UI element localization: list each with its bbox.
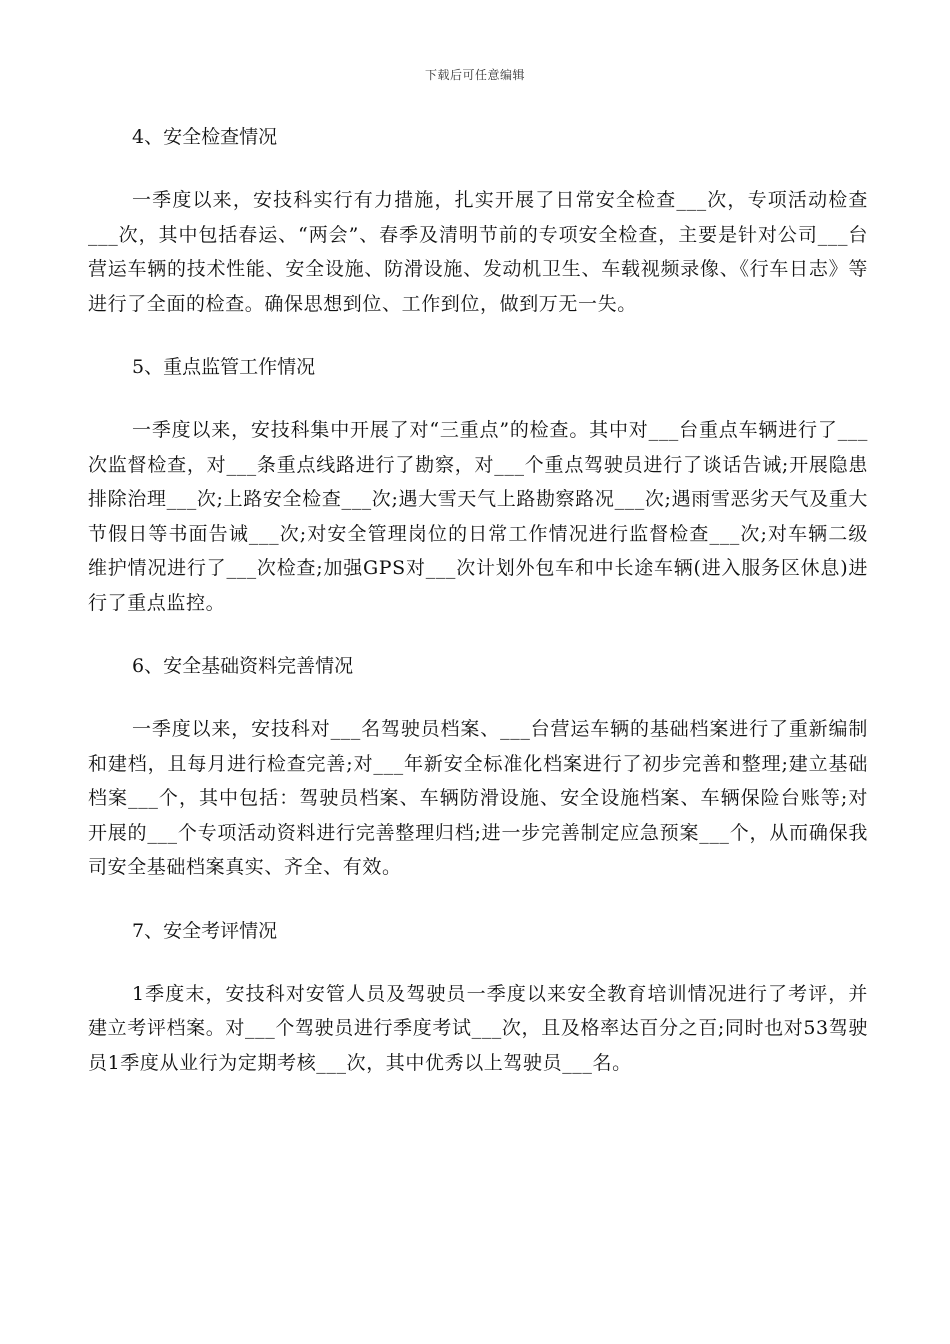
section-heading: 5、重点监管工作情况: [132, 356, 316, 378]
section-key-supervision: [88, 347, 868, 620]
section-paragraph: 1季度末，安技科对安管人员及驾驶员一季度以来安全教育培训情况进行了考评，并建立考评档案。对___个驾驶员进行季度考试___次，且及格率达百分之百;同时也对53驾驶员1季度从业行为定期考核___次，其中优秀以上驾驶员___名。: [88, 982, 868, 1074]
section-heading: 6、安全基础资料完善情况: [132, 655, 354, 677]
page-header-note: 下载后可任意编辑: [424, 68, 525, 82]
section-heading: 7、安全考评情况: [132, 919, 278, 942]
section-heading: 4、安全检查情况: [132, 126, 278, 148]
section-paragraph: 一季度以来，安技科实行有力措施，扎实开展了日常安全检查___次，专项活动检查___次，其中包括春运、“两会”、春季及清明节前的专项安全检查，主要是针对公司___台营运车辆的技术性能、安全设施、防滑设施、发动机卫生、车载视频录像、《行车日志》等进行了全面的检查。确保思想到位、工作到位，做到万无一失。: [88, 189, 868, 315]
section-paragraph: 一季度以来，安技科对___名驾驶员档案、___台营运车辆的基础档案进行了重新编制和建档，且每月进行检查完善;对___年新安全标准化档案进行了初步完善和整理;建立基础档案___个，其中包括：驾驶员档案、车辆防滑设施、安全设施档案、车辆保险台账等;对开展的___个专项活动资料进行完善整理归档;进一步完善制定应急预案___个，从而确保我司安全基础档案真实、齐全、有效。: [88, 718, 868, 878]
section-safety-evaluation: [88, 911, 868, 1081]
section-safety-inspection: [88, 117, 868, 321]
document-body: [88, 117, 868, 1106]
section-safety-records: [88, 646, 868, 885]
section-paragraph: 一季度以来，安技科集中开展了对“三重点”的检查。其中对___台重点车辆进行了___次监督检查，对___条重点线路进行了勘察，对___个重点驾驶员进行了谈话告诫;开展隐患排除治理___次;上路安全检查___次;遇大雪天气上路勘察路况___次;遇雨雪恶劣天气及重大节假日等书面告诫___次;对安全管理岗位的日常工作情况进行监督检查___次;对车辆二级维护情况进行了___次检查;加强GPS对___次计划外包车和中长途车辆(进入服务区休息)进行了重点监控。: [88, 419, 868, 614]
